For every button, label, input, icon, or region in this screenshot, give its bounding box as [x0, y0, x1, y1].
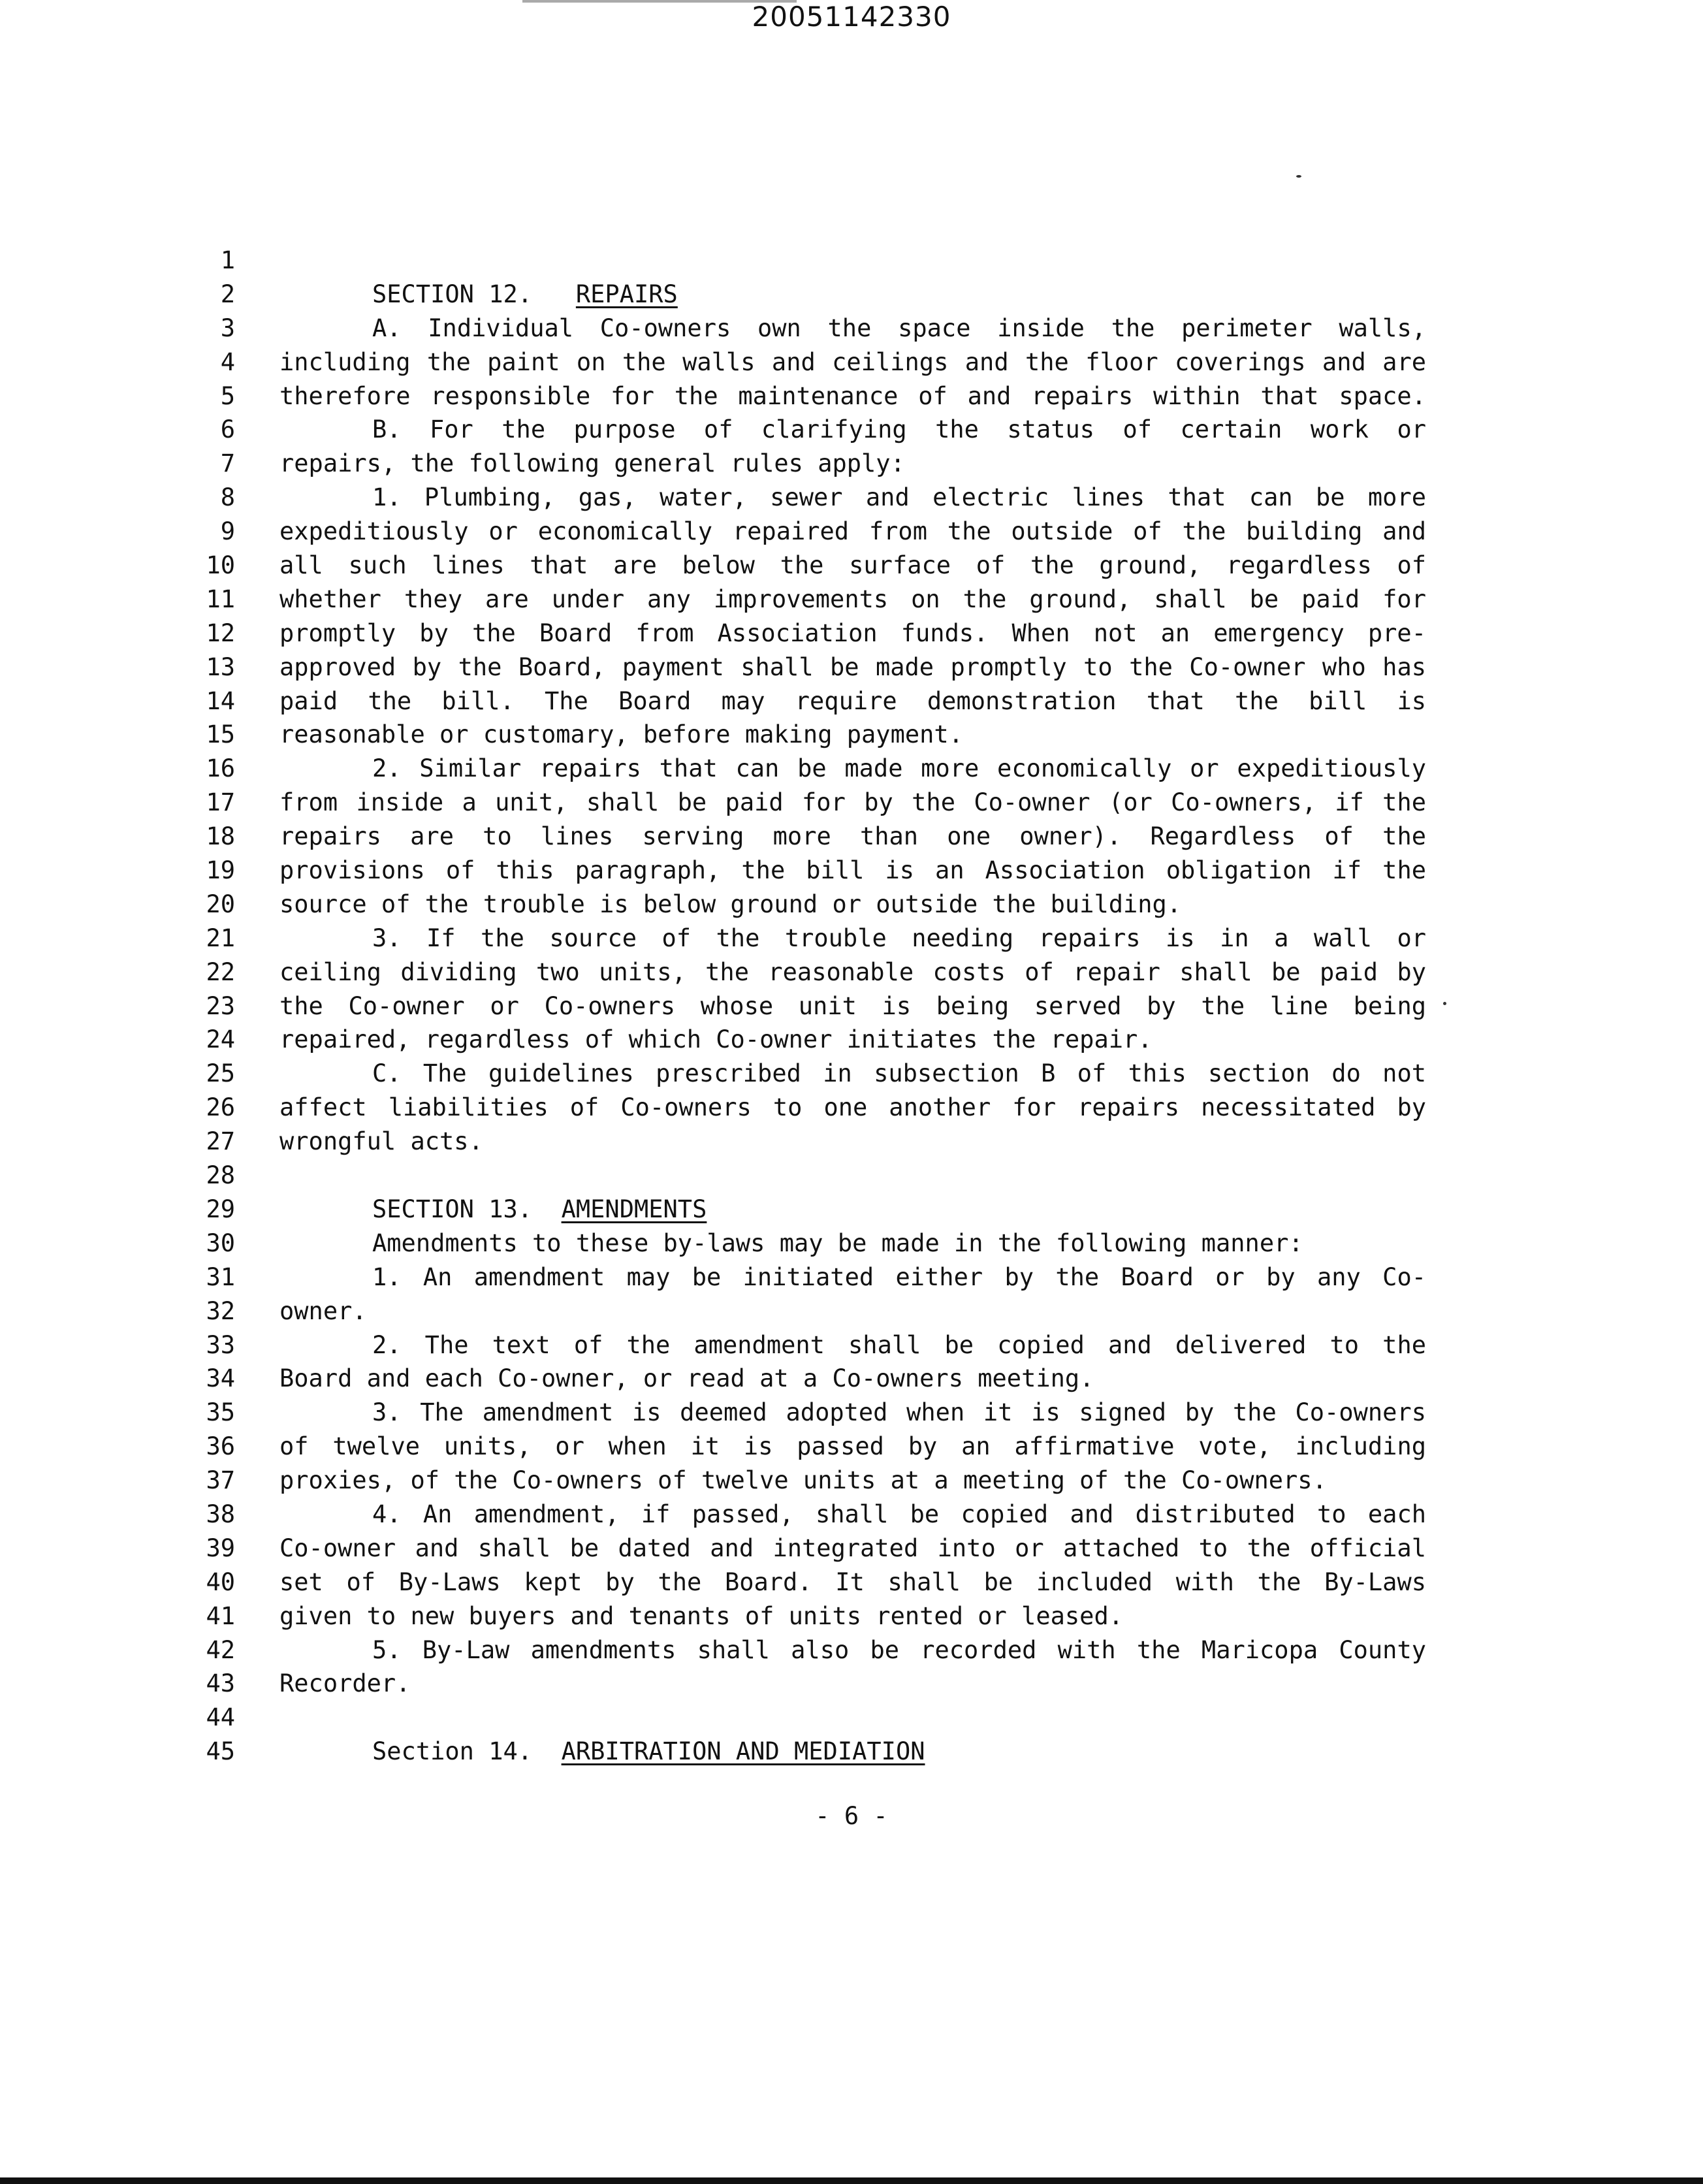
line-number: 37: [206, 1466, 235, 1495]
document-line: [0, 345, 1703, 379]
line-text: all such lines that are below the surface of the ground, regardless of: [279, 551, 1426, 580]
line-number: 9: [220, 517, 235, 546]
document-line: [0, 447, 1703, 481]
line-number: 26: [206, 1093, 235, 1122]
line-number: 10: [206, 551, 235, 580]
document-line: [0, 989, 1703, 1023]
recording-number: 20051142330: [752, 1, 951, 33]
document-line: [0, 1430, 1703, 1464]
line-text: the Co-owner or Co-owners whose unit is being served by the line being: [279, 991, 1426, 1020]
document-line: [0, 1667, 1703, 1701]
section-heading: [372, 1735, 1426, 1769]
document-line: [0, 515, 1703, 549]
scan-bottom-border: [0, 2177, 1703, 2184]
line-text: 2. The text of the amendment shall be copied and delivered to the: [372, 1330, 1426, 1359]
line-number: 30: [206, 1228, 235, 1257]
document-line: [0, 1057, 1703, 1091]
document-line: [0, 786, 1703, 820]
line-text: affect liabilities of Co-owners to one another for repairs necessitated by: [279, 1093, 1426, 1122]
document-line: [0, 922, 1703, 956]
line-text: 3. If the source of the trouble needing repairs is in a wall or: [372, 923, 1426, 952]
document-line: [0, 1566, 1703, 1599]
line-number: 42: [206, 1635, 235, 1664]
document-line: [0, 244, 1703, 278]
document-line: [0, 820, 1703, 854]
document-line: [0, 1464, 1703, 1498]
line-number: 13: [206, 652, 235, 681]
line-number: 22: [206, 957, 235, 986]
scan-speck: [1443, 1002, 1446, 1005]
line-number: 5: [220, 381, 235, 410]
document-line: [0, 888, 1703, 922]
line-text: 3. The amendment is deemed adopted when it is signed by the Co-owners: [372, 1398, 1426, 1427]
line-number: 29: [206, 1195, 235, 1223]
line-text: given to new buyers and tenants of units rented or leased.: [279, 1601, 1124, 1630]
line-text: whether they are under any improvements on the ground, shall be paid for: [279, 585, 1426, 613]
line-text: paid the bill. The Board may require demonstration that the bill is: [279, 686, 1426, 715]
line-number: 41: [206, 1601, 235, 1630]
document-line: [0, 1159, 1703, 1193]
line-text: 5. By-Law amendments shall also be recorded with the Maricopa County: [372, 1635, 1426, 1664]
line-number: 19: [206, 856, 235, 885]
document-body: [0, 244, 1703, 1769]
line-number: 16: [206, 754, 235, 783]
line-number: 35: [206, 1398, 235, 1427]
document-line: [0, 1023, 1703, 1057]
line-number: 45: [206, 1737, 235, 1766]
line-text: C. The guidelines prescribed in subsection B of this section do not: [372, 1059, 1426, 1088]
line-number: 33: [206, 1330, 235, 1359]
line-text: from inside a unit, shall be paid for by the Co-owner (or Co-owners, if the: [279, 788, 1426, 817]
line-text: 1. Plumbing, gas, water, sewer and electric lines that can be more: [372, 483, 1426, 512]
document-line: [0, 1328, 1703, 1362]
line-number: 17: [206, 788, 235, 817]
line-text: owner.: [279, 1296, 367, 1325]
section-heading: [372, 278, 1426, 312]
document-line: [0, 1498, 1703, 1532]
document-line: [0, 956, 1703, 989]
line-number: 7: [220, 449, 235, 478]
line-text: Board and each Co-owner, or read at a Co-owners meeting.: [279, 1364, 1094, 1393]
line-text: proxies, of the Co-owners of twelve units at a meeting of the Co-owners.: [279, 1466, 1327, 1495]
line-text: reasonable or customary, before making payment.: [279, 720, 963, 749]
scan-speck: [1296, 175, 1301, 178]
section-title: AMENDMENTS: [561, 1195, 707, 1223]
document-line: [0, 1701, 1703, 1735]
line-number: 21: [206, 923, 235, 952]
line-number: 20: [206, 890, 235, 918]
section-number: SECTION 13.: [372, 1195, 562, 1223]
line-number: 11: [206, 585, 235, 613]
line-number: 18: [206, 822, 235, 851]
line-number: 23: [206, 991, 235, 1020]
line-number: 25: [206, 1059, 235, 1088]
line-number: 38: [206, 1500, 235, 1528]
document-line: [0, 718, 1703, 752]
line-number: 1: [220, 246, 235, 274]
line-text: expeditiously or economically repaired from the outside of the building and: [279, 517, 1426, 546]
line-number: 44: [206, 1703, 235, 1732]
line-number: 14: [206, 686, 235, 715]
line-text: provisions of this paragraph, the bill is an Association obligation if the: [279, 856, 1426, 885]
line-number: 12: [206, 618, 235, 647]
line-text: repairs are to lines serving more than one owner). Regardless of the: [279, 822, 1426, 851]
document-line: [0, 481, 1703, 515]
line-number: 2: [220, 280, 235, 308]
line-text: 4. An amendment, if passed, shall be copied and distributed to each: [372, 1500, 1426, 1528]
line-number: 8: [220, 483, 235, 512]
line-text: Co-owner and shall be dated and integrated into or attached to the official: [279, 1534, 1426, 1562]
line-text: B. For the purpose of clarifying the status of certain work or: [372, 415, 1426, 444]
document-line: [0, 1091, 1703, 1125]
line-number: 43: [206, 1669, 235, 1698]
line-text: source of the trouble is below ground or outside the building.: [279, 890, 1182, 918]
document-line: [0, 1362, 1703, 1396]
document-line: [0, 854, 1703, 888]
line-text: repairs, the following general rules apply:: [279, 449, 905, 478]
section-number: Section 14.: [372, 1737, 562, 1766]
line-number: 39: [206, 1534, 235, 1562]
line-text: of twelve units, or when it is passed by an affirmative vote, including: [279, 1432, 1426, 1461]
section-title: ARBITRATION AND MEDIATION: [561, 1737, 925, 1766]
section-number: SECTION 12.: [372, 280, 576, 308]
document-line: [0, 549, 1703, 583]
document-line: [0, 1532, 1703, 1566]
line-number: 4: [220, 347, 235, 376]
line-text: approved by the Board, payment shall be made promptly to the Co-owner who has: [279, 652, 1426, 681]
line-text: 2. Similar repairs that can be made more economically or expeditiously: [372, 754, 1426, 783]
document-line: [0, 752, 1703, 786]
document-line: [0, 650, 1703, 684]
line-number: 32: [206, 1296, 235, 1325]
line-number: 27: [206, 1127, 235, 1156]
document-line: [0, 583, 1703, 617]
document-line: [0, 1227, 1703, 1261]
line-text: ceiling dividing two units, the reasonable costs of repair shall be paid by: [279, 957, 1426, 986]
document-line: [0, 379, 1703, 413]
line-text: A. Individual Co-owners own the space inside the perimeter walls,: [372, 313, 1426, 342]
line-text: Recorder.: [279, 1669, 411, 1698]
line-number: 31: [206, 1262, 235, 1291]
document-line: [0, 1125, 1703, 1159]
document-line: [0, 1633, 1703, 1667]
line-number: 24: [206, 1025, 235, 1054]
document-line: [0, 617, 1703, 650]
line-text: set of By-Laws kept by the Board. It shall be included with the By-Laws: [279, 1567, 1426, 1596]
line-text: therefore responsible for the maintenance of and repairs within that space.: [279, 381, 1426, 410]
document-line: [0, 1735, 1703, 1769]
line-number: 3: [220, 313, 235, 342]
section-title: REPAIRS: [575, 280, 678, 308]
document-line: [0, 1193, 1703, 1227]
document-line: [0, 1599, 1703, 1633]
line-number: 34: [206, 1364, 235, 1393]
document-line: [0, 1294, 1703, 1328]
line-number: 36: [206, 1432, 235, 1461]
line-number: 15: [206, 720, 235, 749]
section-heading: [372, 1193, 1426, 1227]
line-number: 28: [206, 1161, 235, 1190]
line-text: Amendments to these by-laws may be made in the following manner:: [372, 1228, 1303, 1257]
document-line: [0, 278, 1703, 312]
page-number: - 6 -: [815, 1802, 888, 1830]
line-text: wrongful acts.: [279, 1127, 483, 1156]
document-line: [0, 1396, 1703, 1430]
document-line: [0, 1261, 1703, 1294]
document-line: [0, 413, 1703, 447]
line-number: 40: [206, 1567, 235, 1596]
document-line: [0, 684, 1703, 718]
line-text: 1. An amendment may be initiated either by the Board or by any Co-: [372, 1262, 1426, 1291]
line-text: promptly by the Board from Association funds. When not an emergency pre-: [279, 618, 1426, 647]
line-text: including the paint on the walls and ceilings and the floor coverings and are: [279, 347, 1426, 376]
line-number: 6: [220, 415, 235, 444]
document-line: [0, 312, 1703, 345]
line-text: repaired, regardless of which Co-owner initiates the repair.: [279, 1025, 1153, 1054]
